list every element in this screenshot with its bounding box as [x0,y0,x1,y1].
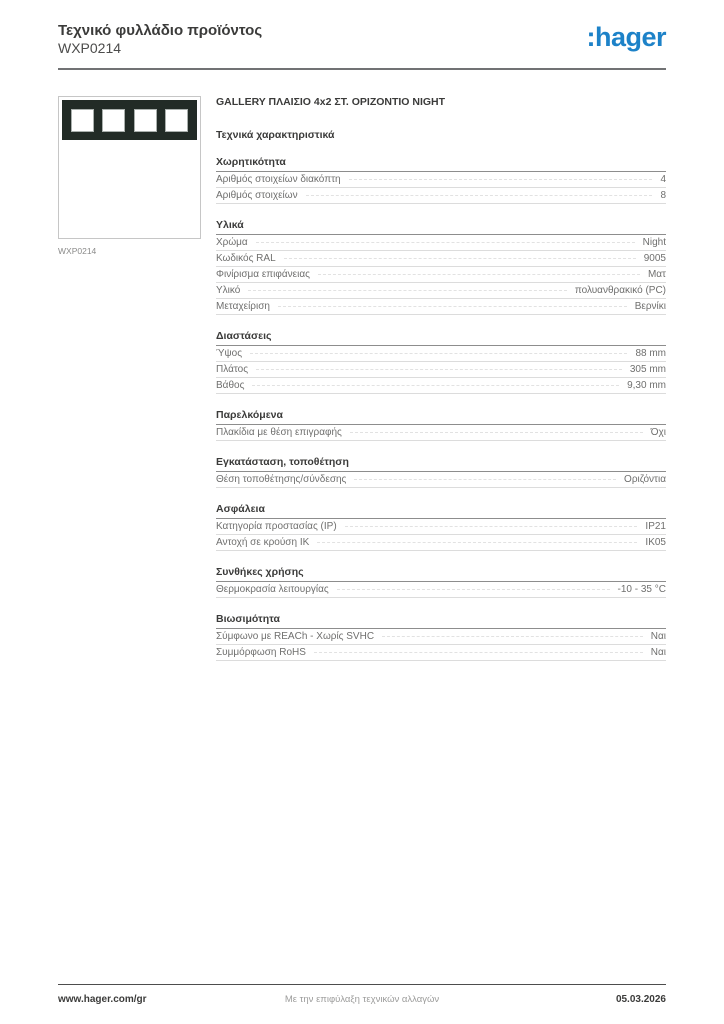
spec-row-value: Ματ [647,268,666,280]
spec-row [216,645,666,661]
header-titles [58,22,262,57]
spec-row-label: Κωδικός RAL [216,252,276,264]
document-title: Τεχνικό φυλλάδιο προϊόντος [58,22,263,39]
dotted-leader [256,369,622,370]
specs-column [216,96,666,661]
dotted-leader [306,195,653,196]
spec-row [216,235,666,251]
spec-row-value: Βερνίκι [634,300,666,312]
dotted-leader [284,258,636,259]
product-title: GALLERY ΠΛΑΙΣΙΟ 4x2 ΣΤ. ΟΡΙΖΟΝΤΙΟ NIGHT [216,96,446,108]
dotted-leader [252,385,619,386]
spec-row-value: 4 [660,173,666,185]
spec-row [216,251,666,267]
spec-row [216,172,666,188]
dotted-leader [317,542,637,543]
spec-row-value: -10 - 35 °C [617,583,666,595]
spec-section [216,156,666,204]
spec-row-label: Θέση τοποθέτησης/σύνδεσης [216,473,347,485]
spec-row-value: Ναι [650,630,666,642]
spec-section-title: Παρελκόμενα [216,409,666,425]
spec-row-label: Θερμοκρασία λειτουργίας [216,583,329,595]
dotted-leader [250,353,627,354]
spec-row [216,362,666,378]
spec-section-rows [216,519,666,551]
dotted-leader [345,526,638,527]
spec-sections [216,156,666,661]
specs-heading: Τεχνικά χαρακτηριστικά [216,129,335,141]
spec-row-label: Μεταχείριση [216,300,270,312]
spec-row [216,283,666,299]
spec-row-label: Αντοχή σε κρούση IK [216,536,310,548]
faceplate-window [71,109,94,132]
spec-row-value: Night [642,236,666,248]
spec-row [216,299,666,315]
spec-section-title: Βιωσιμότητα [216,613,666,629]
spec-section [216,503,666,551]
spec-section [216,219,666,315]
footer-disclaimer: Με την επιφύλαξη τεχνικών αλλαγών [284,994,440,1005]
spec-row-value: Όχι [650,426,666,438]
spec-section-rows [216,582,666,598]
spec-section-title: Ασφάλεια [216,503,666,519]
spec-row-label: Πλάτος [216,363,249,375]
spec-section [216,330,666,394]
spec-row [216,425,666,441]
spec-row-value: IK05 [645,536,666,548]
spec-row-label: Βάθος [216,379,245,391]
spec-row-value: 8 [660,189,666,201]
spec-row-value: 9,30 mm [627,379,666,391]
spec-row-value: πολυανθρακικό (PC) [574,284,666,296]
spec-row-label: Αριθμός στοιχείων διακόπτη [216,173,341,185]
dotted-leader [382,636,643,637]
spec-section [216,409,666,441]
dotted-leader [318,274,640,275]
spec-row [216,267,666,283]
spec-section-title: Χωρητικότητα [216,156,666,172]
spec-row-label: Χρώμα [216,236,248,248]
spec-row [216,346,666,362]
spec-row [216,535,666,551]
spec-section-rows [216,472,666,488]
dotted-leader [248,290,566,291]
spec-section-title: Διαστάσεις [216,330,666,346]
product-image-caption: WXP0214 [58,246,97,256]
spec-section-rows [216,346,666,394]
dotted-leader [278,306,627,307]
footer [58,984,666,1005]
spec-row [216,629,666,645]
product-image-column [58,96,201,256]
spec-row-label: Ύψος [216,347,243,359]
spec-row-label: Σύμφωνο με REACh - Χωρίς SVHC [216,630,375,642]
spec-section-title: Υλικά [216,219,666,235]
dotted-leader [256,242,635,243]
header [58,22,666,57]
spec-row [216,472,666,488]
spec-row-value: 305 mm [629,363,666,375]
dotted-leader [350,432,643,433]
product-image [58,96,201,239]
faceplate-window [165,109,188,132]
spec-section [216,613,666,661]
spec-row-value: IP21 [645,520,666,532]
spec-row-label: Αριθμός στοιχείων [216,189,298,201]
dotted-leader [314,652,643,653]
main-content [58,96,666,661]
spec-row [216,188,666,204]
spec-section-rows [216,172,666,204]
spec-row [216,582,666,598]
faceplate-window [102,109,125,132]
spec-section-title: Εγκατάσταση, τοποθέτηση [216,456,666,472]
spec-section-title: Συνθήκες χρήσης [216,566,666,582]
product-code: WXP0214 [58,40,122,56]
spec-section [216,456,666,488]
spec-row [216,519,666,535]
spec-section-rows [216,235,666,315]
spec-row-label: Συμμόρφωση RoHS [216,646,306,658]
spec-row-value: Ναι [650,646,666,658]
faceplate-frame-graphic [62,100,197,140]
spec-row-label: Πλακίδια με θέση επιγραφής [216,426,342,438]
footer-date: 05.03.2026 [615,994,666,1005]
dotted-leader [354,479,616,480]
faceplate-window [134,109,157,132]
spec-section-rows [216,629,666,661]
spec-row-value: 9005 [643,252,666,264]
dotted-leader [349,179,653,180]
spec-row-label: Φινίρισμα επιφάνειας [216,268,310,280]
dotted-leader [337,589,610,590]
header-divider [58,68,666,70]
spec-row [216,378,666,394]
spec-section-rows [216,425,666,441]
spec-section [216,566,666,598]
spec-row-label: Υλικό [216,284,241,296]
spec-row-value: 88 mm [635,347,666,359]
spec-row-value: Οριζόντια [624,473,666,485]
footer-website: www.hager.com/gr [58,994,147,1005]
spec-row-label: Κατηγορία προστασίας (IP) [216,520,337,532]
hager-logo: :hager [586,22,666,52]
